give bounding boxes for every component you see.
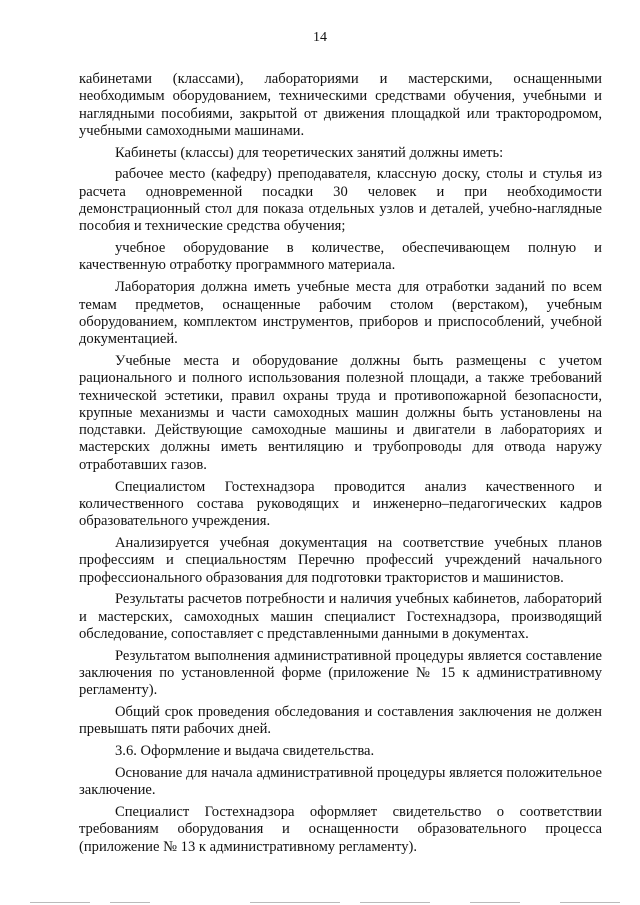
paragraph: Анализируется учебная документация на соответствие учебных планов профессиям и специальностям Перечню профессий учреждений начального профессионального образования для подготовки трактористов и машинистов. [79, 534, 602, 586]
paragraph: кабинетами (классами), лабораториями и мастерскими, оснащенными необходимым оборудованием, техническими средствами обучения, учебными и наглядными пособиями, закрытой от движения площадкой или трактородромом, учебными самоходными машинами. [79, 71, 602, 139]
paragraph: Учебные места и оборудование должны быть размещены с учетом рационального и полного использования полезной площади, а также требований технической эстетики, правил охраны труда и противопожарной безопасности, крупные механизмы и части самоходных машин должны быть установлены на подставки. Действующие самоходные машины и двигатели в лабораториях и мастерских должны иметь вентиляцию и трубопроводы для отвода наружу отработавших газов. [79, 352, 602, 473]
paragraph: Общий срок проведения обследования и составления заключения не должен превышать пяти рабочих дней. [79, 704, 602, 738]
paragraph: учебное оборудование в количестве, обеспечивающем полную и качественную отработку программного материала. [79, 240, 602, 274]
paragraph: рабочее место (кафедру) преподавателя, классную доску, столы и стулья из расчета одновременной посадки 30 человек и при необходимости демонстрационный стол для показа отдельных узлов и деталей, учебно-наглядные пособия и технические средства обучения; [79, 166, 602, 235]
paragraph: Основание для начала административной процедуры является положительное заключение. [79, 764, 602, 799]
paragraph: Специалист Гостехнадзора оформляет свидетельство о соответствии требованиям оборудования и оснащенности образовательного процесса (приложение № 13 к административному регламенту). [79, 804, 602, 855]
page-number: 14 [313, 30, 327, 45]
paragraph: Лаборатория должна иметь учебные места для отработки заданий по всем темам предметов, оснащенные рабочим столом (верстаком), учебным оборудованием, комплектом инструментов, приборов и приспособлений, учебной документацией. [79, 279, 602, 348]
paragraph: Специалистом Гостехнадзора проводится анализ качественного и количественного состава руководящих и инженерно–педагогических кадров образовательного учреждения. [79, 478, 602, 530]
paragraph: Результаты расчетов потребности и наличия учебных кабинетов, лабораторий и мастерских, самоходных машин специалист Гостехнадзора, производящий обследование, сопоставляет с представленными данными в документах. [79, 591, 602, 642]
paragraph: Кабинеты (классы) для теоретических занятий должны иметь: [115, 144, 504, 161]
document-body [79, 71, 602, 860]
scan-edge-artifact [0, 893, 640, 905]
paragraph: Результатом выполнения административной процедуры является составление заключения по установленной форме (приложение № 15 к административному регламенту). [79, 647, 602, 699]
section-heading: 3.6. Оформление и выдача свидетельства. [115, 743, 375, 760]
